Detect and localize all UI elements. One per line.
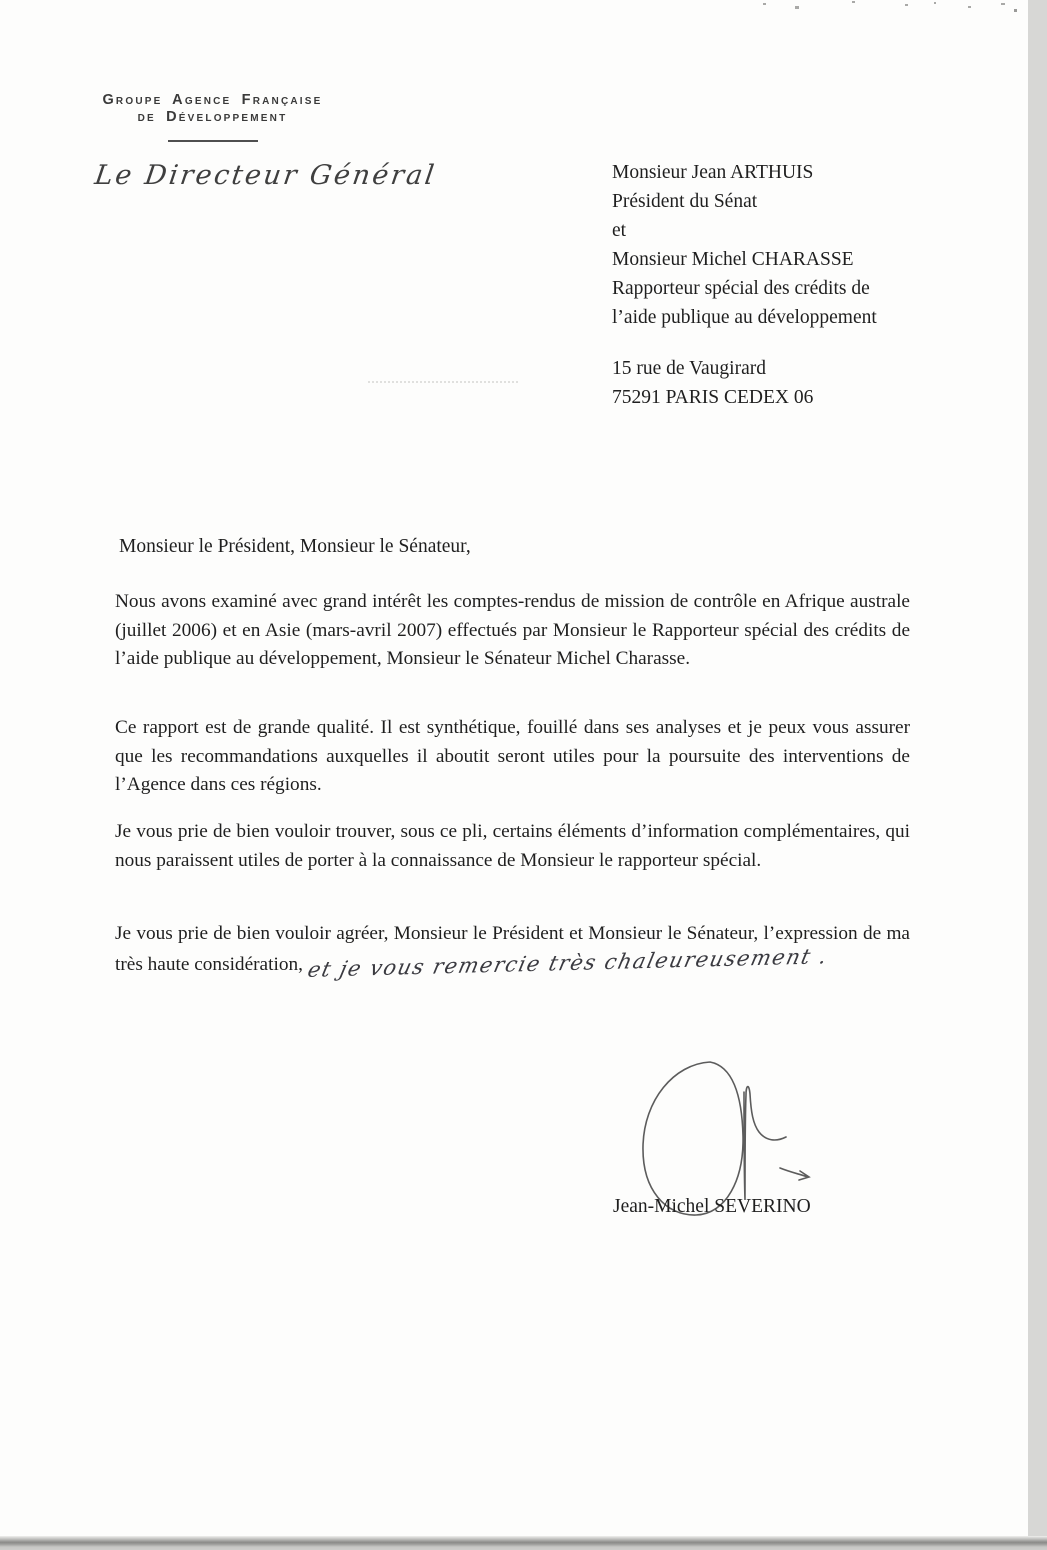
org-name-line2: de Développement	[137, 109, 288, 125]
scan-speck	[968, 6, 971, 8]
scan-speck	[852, 1, 855, 3]
body-paragraph-2: Ce rapport est de grande qualité. Il est synthétique, fouillé dans ses analyses et je peux vous assurer que les recommandations auxquelles il aboutit seront utiles pour la poursuite des interventions de l’Agence dans ces régions.	[115, 717, 910, 795]
scan-edge-bottom	[0, 1536, 1047, 1550]
signer-name: Jean-Michel SEVERINO	[613, 1196, 811, 1217]
recipient-block	[612, 158, 877, 412]
body-paragraph-1: Nous avons examiné avec grand intérêt les comptes-rendus de mission de contrôle en Afrique australe (juillet 2006) et en Asie (mars-avril 2007) effectués par Monsieur le Rapporteur spécial des crédits de l’aide publique au développement, Monsieur le Sénateur Michel Charasse.	[115, 591, 910, 669]
closing-paragraph	[115, 920, 910, 982]
address-line: 15 rue de Vaugirard	[612, 358, 766, 379]
letterhead-divider	[168, 140, 258, 142]
director-general-title: Le Directeur Général	[92, 160, 439, 191]
body-paragraph-3: Je vous prie de bien vouloir trouver, sous ce pli, certains éléments d’information complémentaires, qui nous paraissent utiles de porter à la connaissance de Monsieur le rapporteur spécial.	[115, 821, 910, 871]
recipient-line: Monsieur Michel CHARASSE	[612, 249, 854, 270]
scan-speck	[763, 3, 766, 5]
recipient-line: Monsieur Jean ARTHUIS	[612, 162, 814, 183]
address-line: 75291 PARIS CEDEX 06	[612, 387, 814, 408]
scan-speck	[795, 6, 799, 9]
signature-scribble	[628, 1050, 828, 1220]
recipient-line: Président du Sénat	[612, 191, 758, 212]
scan-speck	[934, 2, 936, 4]
recipient-address	[612, 354, 877, 412]
scan-speck	[1014, 9, 1017, 12]
recipient-line: l’aide publique au développement	[612, 307, 877, 328]
handwritten-note: et je vous remercie très chaleureusement .	[305, 943, 831, 982]
scan-noise-line	[368, 381, 518, 383]
scan-speck	[905, 4, 908, 6]
scan-edge-right	[1028, 0, 1047, 1550]
org-name-line1: Groupe Agence Française	[102, 92, 323, 108]
scan-speck	[1001, 3, 1005, 5]
recipient-line: et	[612, 220, 627, 241]
closing-printed-text: Je vous prie de bien vouloir agréer, Monsieur le Président et Monsieur le Sénateur, l’expression de ma très haute considération,	[115, 923, 910, 975]
letterhead	[100, 92, 325, 142]
recipient-line: Rapporteur spécial des crédits de	[612, 278, 870, 299]
salutation: Monsieur le Président, Monsieur le Sénateur,	[119, 536, 471, 557]
